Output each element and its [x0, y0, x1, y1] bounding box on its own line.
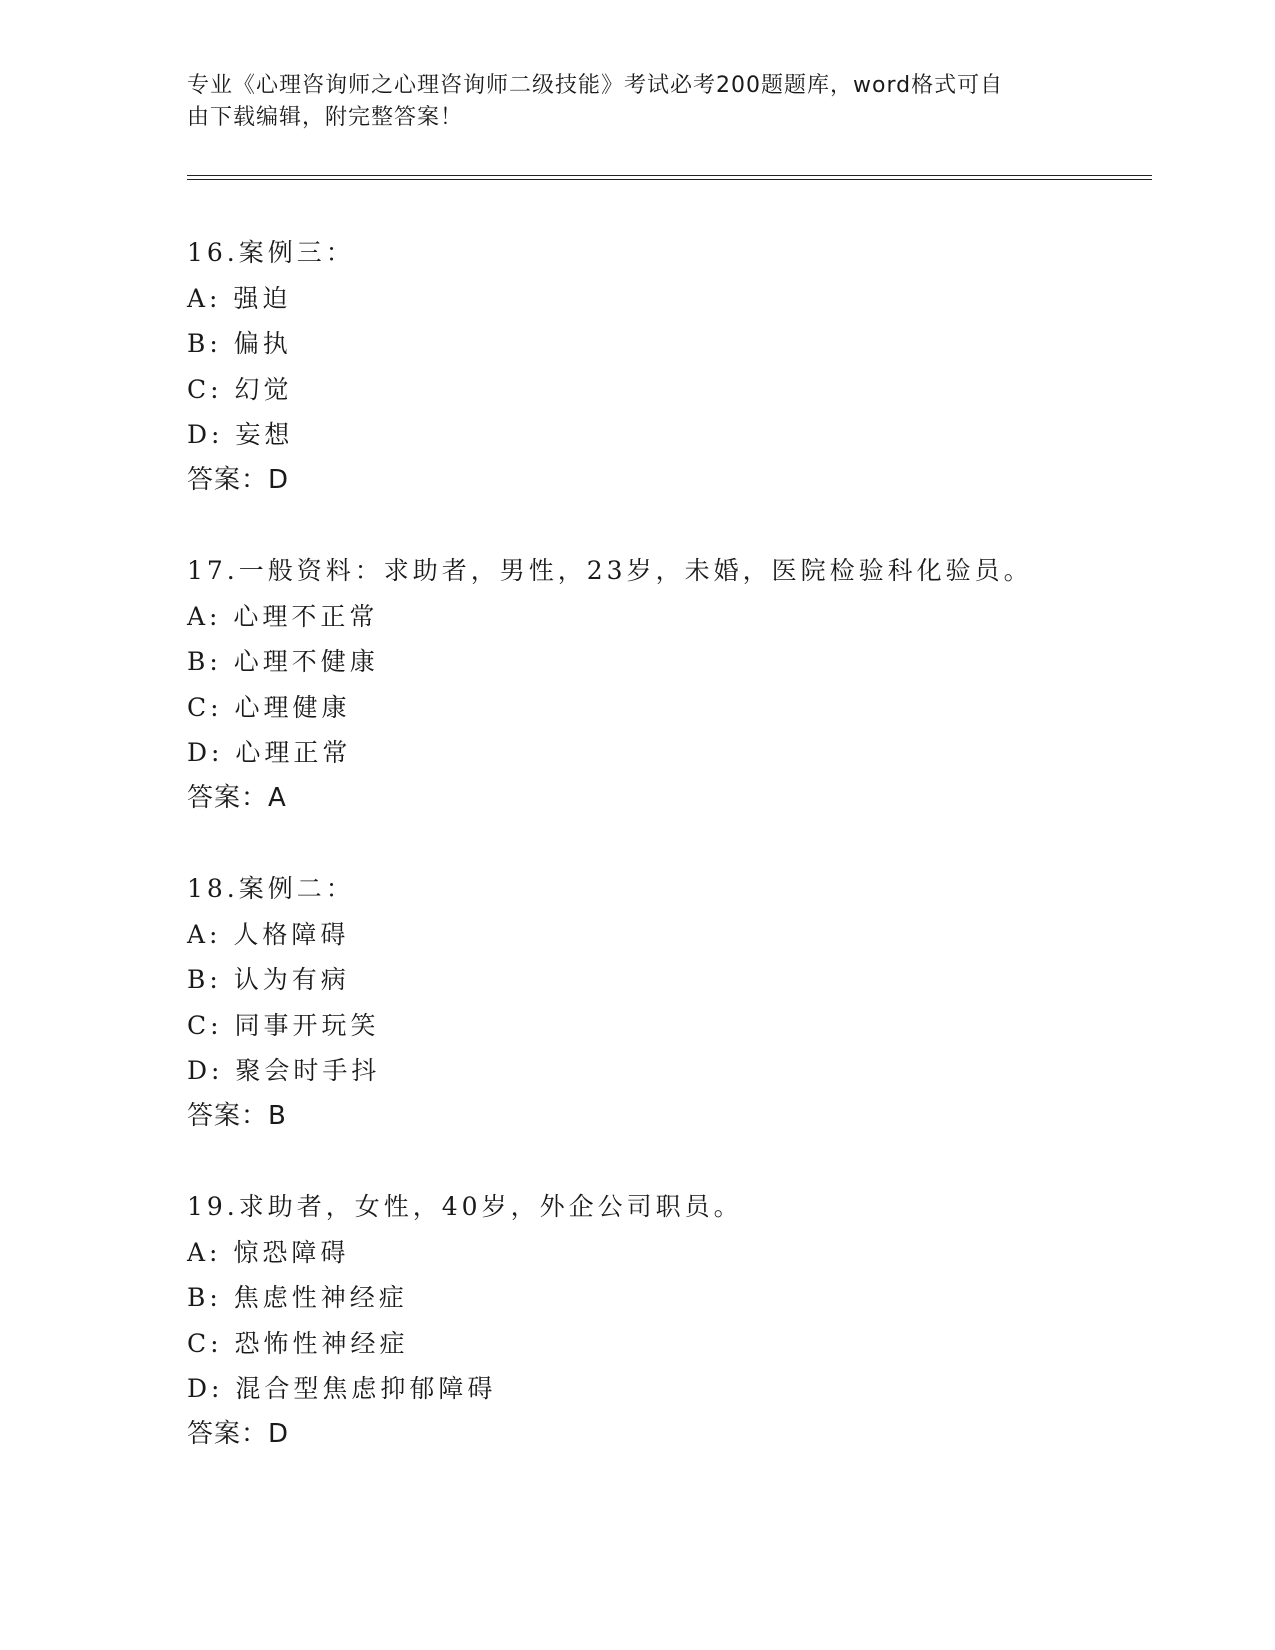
option-c: C: 心理健康 — [187, 692, 351, 722]
option-a: A: 惊恐障碍 — [187, 1237, 350, 1267]
header-line-2: 由下载编辑，附完整答案！ — [187, 105, 464, 130]
header-divider — [187, 175, 1152, 180]
option-c: C: 同事开玩笑 — [187, 1010, 380, 1040]
document-header — [187, 70, 1067, 134]
question-stem: 17.一般资料：求助者，男性，23岁，未婚，医院检验科化验员。 — [187, 556, 1033, 585]
option-c: C: 恐怖性神经症 — [187, 1328, 409, 1358]
option-b: B: 焦虑性神经症 — [187, 1283, 408, 1312]
question-16 — [187, 230, 1147, 503]
answer-text: 答案：D — [187, 464, 290, 495]
question-stem: 19.求助者，女性，40岁，外企公司职员。 — [187, 1192, 743, 1221]
option-a: A: 心理不正常 — [187, 601, 379, 631]
option-d: D: 聚会时手抖 — [187, 1056, 381, 1085]
option-c: C: 幻觉 — [187, 374, 293, 404]
option-b: B: 认为有病 — [187, 965, 350, 994]
question-19 — [187, 1184, 1147, 1457]
question-stem: 16.案例三： — [187, 238, 355, 267]
option-a: A: 人格障碍 — [187, 919, 350, 949]
answer-text: 答案：A — [187, 782, 287, 813]
option-d: D: 混合型焦虑抑郁障碍 — [187, 1374, 497, 1403]
question-18 — [187, 866, 1147, 1139]
option-b: B: 偏执 — [187, 329, 292, 358]
answer-text: 答案：D — [187, 1418, 290, 1449]
question-17 — [187, 548, 1147, 821]
header-line-1: 专业《心理咨询师之心理咨询师二级技能》考试必考200题题库，word格式可自 — [187, 73, 1004, 98]
answer-text: 答案：B — [187, 1100, 287, 1131]
question-stem: 18.案例二： — [187, 874, 355, 903]
option-a: A: 强迫 — [187, 283, 292, 313]
option-d: D: 妄想 — [187, 420, 294, 449]
option-b: B: 心理不健康 — [187, 647, 379, 676]
question-list — [187, 230, 1147, 1502]
option-d: D: 心理正常 — [187, 738, 352, 767]
